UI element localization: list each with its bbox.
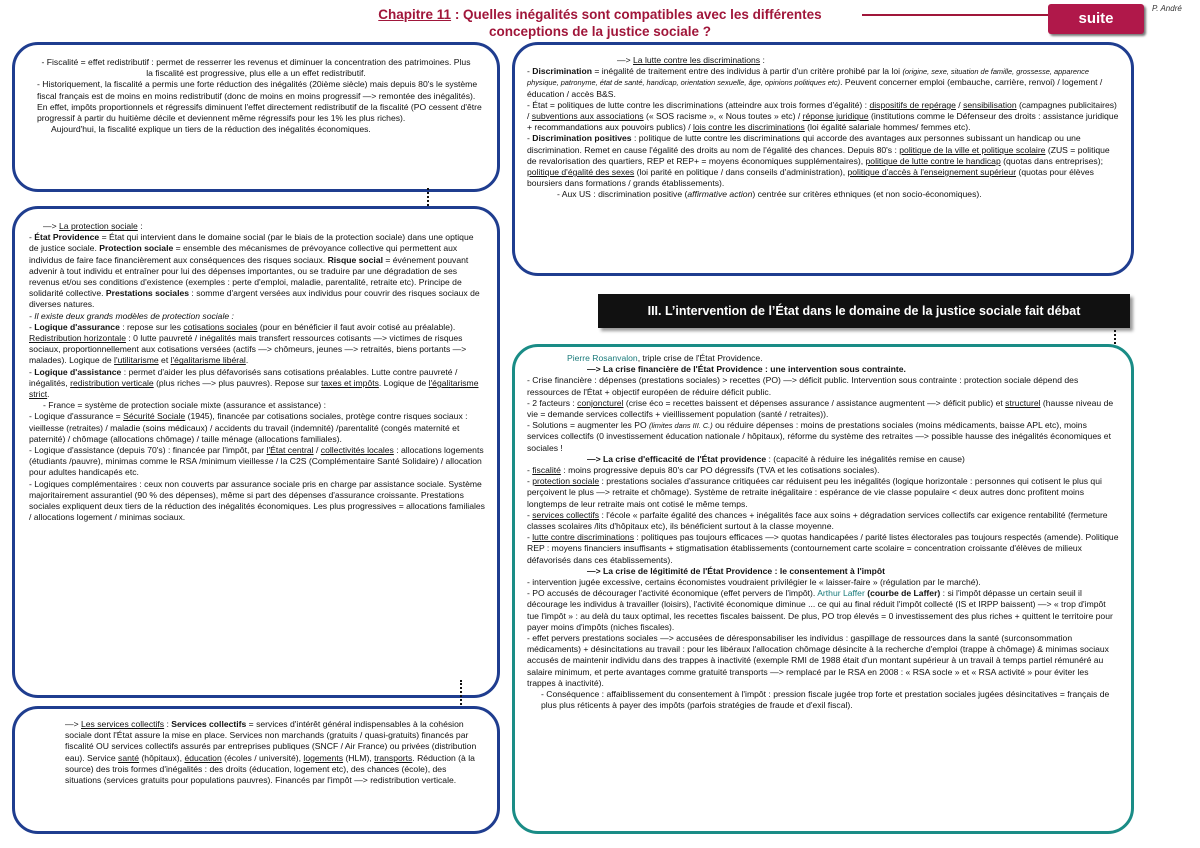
- title-divider: [862, 14, 1052, 16]
- protection-sociale-box: —> La protection sociale : - État Providence = État qui intervient dans le domaine social (par le biais de la protection sociale) dans une optique de justice sociale. Protection sociale = ensemble des mécanismes de prévoyance collective qui permettent aux individus de faire face financièrement aux conséquences des risques sociaux. Risque social = événement pouvant advenir à tout individu et entraîner pour lui des dépenses importantes, ou se traduire par une dégradation de ses revenus et/ou ses conditions d'existence (exemples : perte d'emploi, maladie, parentalité, retraite etc). Principe de solidarité collective. Prestations sociales : somme d'argent versées aux individus pour couvrir des risques sociaux de diverses natures. - Il existe deux grands modèles de protection sociale : - Logique d'assurance : repose sur les cotisations sociales (pour en bénéficier il faut avoir cotisé au préalable). Redistribution horizontale : 0 lutte pauvreté / inégalités mais transfert ressources cotisants —> victimes de risques sociaux, proportionnellement aux cotisations versées (actifs —> chômeurs, jeunes —> retraités, biens portants —> malades). Logique de l'utilitarisme et l'égalitarisme libéral. - Logique d'assistance : permet d'aider les plus défavorisés sans cotisations préalables. Lutte contre pauvreté / inégalités, redistribution verticale (plus riches —> plus pauvres). Repose sur taxes et impôts. Logique de l'égalitarisme strict. - France = système de protection sociale mixte (assurance et assistance) : - Logique d'assurance = Sécurité Sociale (1945), financée par cotisations sociales, protège contre risques sociaux : vieillesse (retraites) / maladie (soins médicaux) / accidents du travail (indemnité) /parentalité (congés maternité et paternité) / chômage (allocations chômage) / taille ménage (allocations familiales). - Logique d'assistance (depuis 70's) : financée par l'impôt, par l'État central / collectivités locales : allocations logements (étudiants /pauvre), minimas comme le RSA /minimum vieillesse / la C2S (Complémentaire Santé Solidaire) / allocation pour adultes handicapés etc. - Logiques complémentaires : ceux non couverts par assurance sociale pris en charge par assistance sociale. Système majoritairement assurantiel (90 % des dépenses), même si part des dépenses d'assurance croissante. Prestations sociales expliquent deux tiers de la réduction des inégalités économiques. Les plus progressives = allocations familiales / allocations logement / minimas sociaux.: [12, 206, 500, 698]
- fiscalite-box: - Fiscalité = effet redistributif : permet de resserrer les revenus et diminuer la concentration des patrimoines. Plus la fiscalité est progressive, plus elle a un effet redistributif. - Historiquement, la fiscalité a permis une forte réduction des inégalités (20ième siècle) mais depuis 80's le système fiscal français est de moins en moins redistributif (donc de moins en moins progressif —> remontée des inégalités). En effet, impôts proportionnels et régressifs diminuent l'effet directement redistributif de la fiscalité (PO cessent d'être progressif à partir du huitième décile et deviennent même régressifs pour les 1% les plus riches). Aujourd'hui, la fiscalité explique un tiers de la réduction des inégalités économiques.: [12, 42, 500, 192]
- fiscalite-text: - Fiscalité = effet redistributif : permet de resserrer les revenus et diminuer la concentration des patrimoines. Plus la fiscalité est progressive, plus elle a un effet redistributif.: [41, 57, 471, 79]
- section-iii-heading: III. L’intervention de l’État dans le domaine de la justice sociale fait débat: [598, 294, 1130, 328]
- chapter-title: [300, 6, 900, 40]
- author-label: P. André: [1152, 4, 1182, 13]
- chapter-title-rest: : Quelles inégalités sont compatibles avec les différentes: [451, 7, 822, 22]
- chapter-title-line2: conceptions de la justice sociale ?: [488, 24, 712, 39]
- discriminations-box: —> La lutte contre les discriminations : - Discrimination = inégalité de traitement entre des individus à partir d'un critère prohibé par la loi (origine, sexe, situation de famille, grossesse, apparence physique, patronyme, état de santé, handicap, orientation sexuelle, âge, opinions politiques etc). Peuvent concerner emploi (embauche, carrière, renvoi) / logement /éducation / accès B&S. - État = politiques de lutte contre les discriminations (atteindre aux trois formes d'égalité) : dispositifs de repérage / sensibilisation (campagnes publicitaires) / subventions aux associations (« SOS racisme », « Nous toutes » etc) / réponse juridique (institutions comme le Défenseur des droits : assistance juridique + recommandations aux pouvoirs publics) / lois contre les discriminations (loi égalité salariale hommes/ femmes etc). - Discrimination positives : politique de lutte contre les discriminations qui accorde des avantages aux personnes subissant un handicap ou une discrimination. Remet en cause l'égalité des droits au nom de l'égalité des chances. Depuis 80's : politique de la ville et politique scolaire (ZUS = politique de revalorisation des quartiers, REP et REP+ = moyens économiques supplémentaires), politique de lutte contre le handicap (quotas dans entreprises); politique d'égalité des sexes (loi parité en politique / dans conseils d'administration), politique d'accès à l'enseignement supérieur (quotas pour élèves boursiers dans formations / grands établissements). - Aux US : discrimination positive (affirmative action) centrée sur critères ethniques (et non socio-économiques).: [512, 42, 1134, 276]
- suite-badge: suite: [1048, 4, 1144, 34]
- chapter-number: Chapitre 11: [378, 7, 452, 22]
- crise-etat-providence-box: Pierre Rosanvalon, triple crise de l'État Providence. —> La crise financière de l'État Providence : une intervention sous contrainte. - Crise financière : dépenses (prestations sociales) > recettes (PO) —> déficit public. Intervention sous contrainte : protection sociale dépend des ressources de l'État + objectif européen de réduire déficit public. - 2 facteurs : conjoncturel (crise éco = recettes baissent et dépenses assurance / assistance augmentent —> déficit public) et structurel (hausse niveau de vie = demande services collectifs + vieillissement population (santé / retraites)). - Solutions = augmenter les PO (limites dans III. C.) ou réduire dépenses : moins de prestations sociales (moins médicaments, baisse APL etc), moins services collectifs (0 investissement éducation nationale / hôpitaux), réforme du système des retraites —> possible hausse des inégalités économiques et sociales ! —> La crise d'efficacité de l'État providence : (capacité à réduire les inégalités remise en cause) - fiscalité : moins progressive depuis 80's car PO dégressifs (TVA et les cotisations sociales). - protection sociale : prestations sociales d'assurance critiquées car réduisent peu les inégalités (logique horizontale : personnes qui cotisent le plus qui perçoivent le plus —> retraite et chômage). Système de retraite inégalitaire : espérance de vie classe populaire < deux autres donc profitent moins longtemps de leur retraite mais ont cotisé le même temps. - services collectifs : l'école « parfaite égalité des chances + inégalités face aux soins + dégradation services collectifs car exigence rentabilité (fermeture classes scolaires /lits d'hôpitaux etc), ils bénéficient surtout à la classe moyenne. - lutte contre discriminations : politiques pas toujours efficaces —> quotas handicapées / parité listes électorales pas toujours respectés (amende). Politique REP : moyens financiers insuffisants + stigmatisation établissements (contournement carte scolaire = concentration croissante d'élèves de milieux défavorisés dans ces établissements). —> La crise de légitimité de l'État Providence : le consentement à l'impôt - intervention jugée excessive, certains économistes voudraient privilégier le « laisser-faire » (régulation par le marché). - PO accusés de décourager l'activité économique (effet pervers de l'impôt). Arthur Laffer (courbe de Laffer) : si l'impôt dépasse un certain seuil il décourage les individus à travailler (loisirs), l'activité économique diminue ... ce qui au final réduit l'impôt collecté (IS et IRPP baissent) —> « trop d'impôt tue l'impôt » : au delà du taux optimal, les recettes fiscales baissent. De plus, PO trop élevés = 0 investissement des plus riches + quittent le territoire pour payer moins d'impôts (niches fiscales). - effet pervers prestations sociales —> accusées de déresponsabiliser les individus : gaspillage de ressources dans la santé (surconsommation médicaments) + désincitations au travail : pour les libéraux l'allocation chômage désincite à la recherche d'emploi (trappe à chômage) & minimas sociaux accusés de maintenir individu dans des trappes à inactivité (exemple RMI de 1988 était d'un montant supérieur à un travail à temps partiel rémunéré au salaire minimum, et perte avantages comme gratuité transports —> remplacé par le RSA en 2008 : « RSA socle » et « RSA activité » pour éviter les trappes à inactivité). - Conséquence : affaiblissement du consentement à l'impôt : pression fiscale jugée trop forte et prestation sociales jugées désincitatives = français de plus plus réticents à payer des impôts (parfois stratégies de fraude et d'exil fiscal).: [512, 344, 1134, 834]
- services-collectifs-box: —> Les services collectifs : Services collectifs = services d'intérêt général indispensables à la cohésion sociale dont l'État assure la mise en place. Services non marchands (gratuits / quasi-gratuits) financés par fiscalité OU services collectifs assurés par entreprises publiques (SNCF / Air France) ou privées (distribution eau). Service santé (hôpitaux), éducation (écoles / université), logements (HLM), transports. Réduction (à la source) des trois formes d'inégalités : des droits (éducation, logement etc), des chances (école), des situations (services gratuits pour populations pauvres). Financés par l'impôt —> redistribution verticale.: [12, 706, 500, 834]
